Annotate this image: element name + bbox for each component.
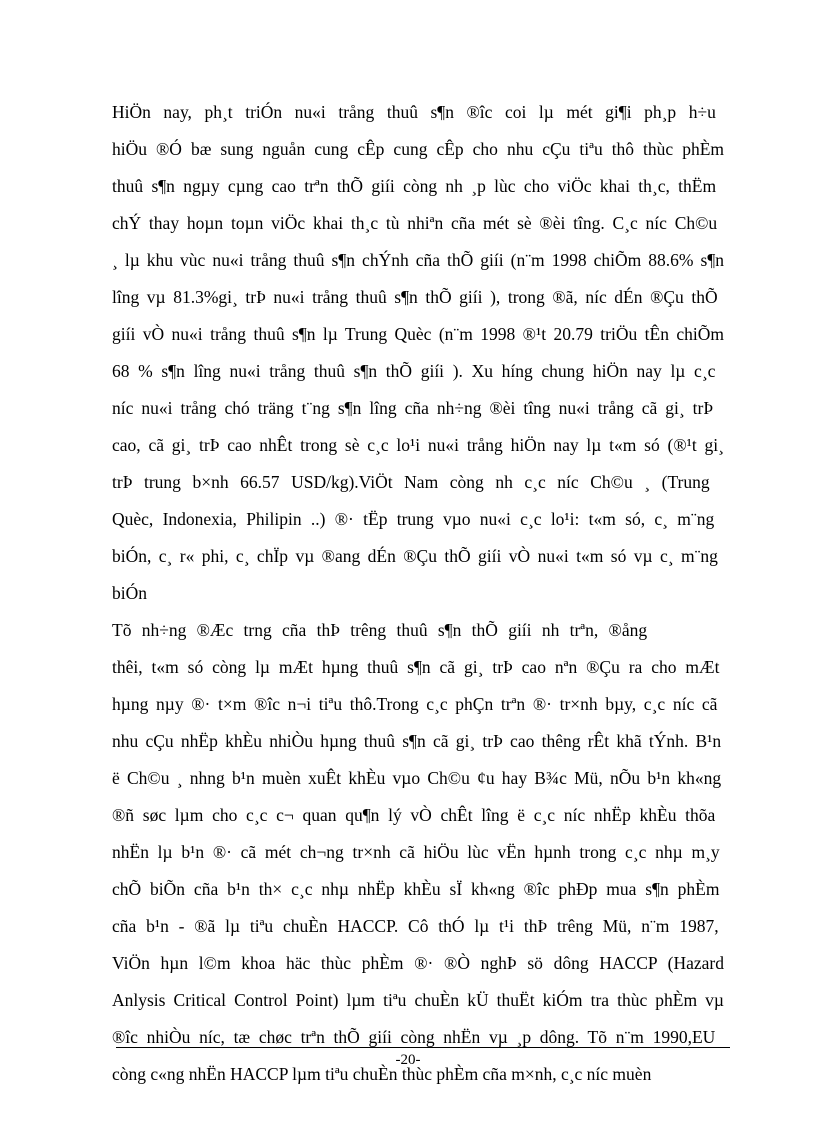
text-line: giíi vÒ nu«i trång thuû s¶n lµ Trung Quèc (n¨m 1998 ®¹t 20.79 triÖu tÊn chiÕm xyxy=(112,324,724,344)
text-line: Tõ nh÷ng ®Æc trng cña thÞ trêng thuû s¶n thÕ giíi nh trªn, ®ång xyxy=(112,620,648,640)
text-line: ®îc nhiÒu níc, tæ chøc trªn thÕ giíi còng nhËn vµ ¸p dông. Tõ n¨m 1990,EU xyxy=(112,1027,716,1047)
text-line: chÝ thay hoµn toµn viÖc khai th¸c tù nhiªn cña mét sè ®èi tîng. C¸c níc Ch©u xyxy=(112,213,718,233)
page-number: -20- xyxy=(395,1052,421,1068)
text-line: nhu cÇu nhËp khÈu nhiÒu hµng thuû s¶n cã gi¸ trÞ cao thêng rÊt khã tÝnh. B¹n xyxy=(112,731,722,751)
text-line: thuû s¶n ngµy cµng cao trªn thÕ giíi còng nh ¸p lùc cho viÖc khai th¸c, thËm xyxy=(112,176,717,196)
text-line: cao, cã gi¸ trÞ cao nhÊt trong sè c¸c lo¹i nu«i trång hiÖn nay lµ t«m só (®¹t gi¸ xyxy=(112,435,724,455)
text-line: níc nu«i trång chó träng t¨ng s¶n lîng cña nh÷ng ®èi tîng nu«i trång cã gi¸ trÞ xyxy=(112,398,714,418)
text-line: Anlysis Critical Control Point) lµm tiªu chuÈn kÜ thuËt kiÓm tra thùc phÈm vµ xyxy=(112,990,724,1010)
text-line: hiÖu ®Ó bæ sung nguån cung cÊp cung cÊp cho nhu cÇu tiªu thô thùc phÈm xyxy=(112,139,724,159)
text-line: HiÖn nay, ph¸t triÓn nu«i trång thuû s¶n ®îc coi lµ mét gi¶i ph¸p h÷u xyxy=(112,102,716,122)
text-line: cña b¹n - ®ã lµ tiªu chuÈn HACCP. Cô thÓ lµ t¹i thÞ trêng Mü, n¨m 1987, xyxy=(112,916,719,936)
text-line: ë Ch©u ¸ nhng b¹n muèn xuÊt khÈu vµo Ch©u ¢u hay B¾c Mü, nÕu b¹n kh«ng xyxy=(112,768,722,788)
text-line: thêi, t«m só còng lµ mÆt hµng thuû s¶n cã gi¸ trÞ cao nªn ®Çu ra cho mÆt xyxy=(112,657,720,677)
text-line: nhËn lµ b¹n ®· cã mét ch¬ng tr×nh cã hiÖu lùc vËn hµnh trong c¸c nhµ m¸y xyxy=(112,842,720,862)
footer-divider xyxy=(116,1047,730,1048)
text-line: Quèc, Indonexia, Philipin ..) ®· tËp trung vµo nu«i c¸c lo¹i: t«m só, c¸ m¨ng xyxy=(112,509,715,529)
text-line: biÓn, c¸ r« phi, c¸ chÏp vµ ®ang dÉn ®Çu thÕ giíi vÒ nu«i t«m só vµ c¸ m¨ng xyxy=(112,546,718,566)
text-line: còng c«ng nhËn HACCP lµm tiªu chuÈn thùc phÈm cña m×nh, c¸c níc muèn xyxy=(112,1064,652,1084)
text-line: chÕ biÕn cña b¹n th× c¸c nhµ nhËp khÈu sÏ kh«ng ®îc phÐp mua s¶n phÈm xyxy=(112,879,720,899)
text-line: trÞ trung b×nh 66.57 USD/kg).ViÖt Nam còng nh c¸c níc Ch©u ¸ (Trung xyxy=(112,472,710,492)
text-line: hµng nµy ®· t×m ®îc n¬i tiªu thô.Trong c¸c phÇn trªn ®· tr×nh bµy, c¸c níc cã xyxy=(112,694,718,714)
text-line: ¸ lµ khu vùc nu«i trång thuû s¶n chÝnh cña thÕ giíi (n¨m 1998 chiÕm 88.6% s¶n xyxy=(112,250,724,270)
text-line: 68 % s¶n lîng nu«i trång thuû s¶n thÕ giíi ). Xu híng chung hiÖn nay lµ c¸c xyxy=(112,361,716,381)
body-text xyxy=(112,94,724,1093)
text-line: ViÖn hµn l©m khoa häc thùc phÈm ®· ®Ò nghÞ sö dông HACCP (Hazard xyxy=(112,953,724,973)
text-line: lîng vµ 81.3%gi¸ trÞ nu«i trång thuû s¶n thÕ giíi ), trong ®ã, níc dÉn ®Çu thÕ xyxy=(112,287,718,307)
text-line: ®ñ søc lµm cho c¸c c¬ quan qu¶n lý vÒ chÊt lîng ë c¸c níc nhËp khÈu thõa xyxy=(112,805,716,825)
text-line: biÓn xyxy=(112,583,147,603)
